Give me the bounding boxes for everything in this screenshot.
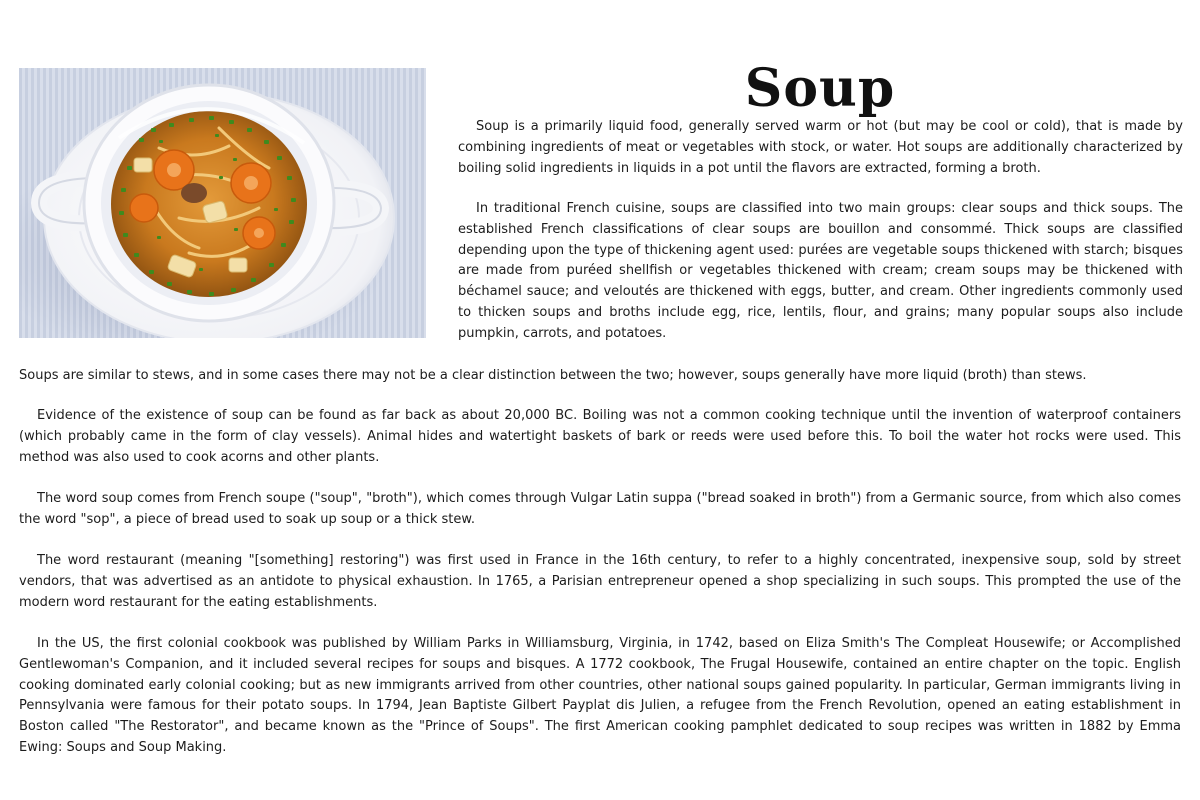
paragraph-restaurant: The word restaurant (meaning "[something] restoring") was first used in France in the 16th century, to refer to a highly concentrated, inexpensive soup, sold by street vendors, that was advertised as an antidote to physical exhaustion. In 1765, a Parisian entrepreneur opened a shop specializing in such soups. This prompted the use of the modern word restaurant for the eating establishments.: [19, 553, 1181, 610]
paragraph-etymology: The word soup comes from French soupe ("soup", "broth"), which comes through Vulgar Latin suppa ("bread soaked in broth") from a Germanic source, from which also comes the word "sop", a piece of bread used to soak up soup or a thick stew.: [19, 491, 1181, 527]
paragraph-history: Evidence of the existence of soup can be found as far back as about 20,000 BC. Boiling was not a common cooking technique until the invention of waterproof containers (which probably came in the form of clay vessels). Animal hides and watertight baskets of bark or reeds were used before this. To boil the water hot rocks were used. This method was also used to cook acorns and other plants.: [19, 408, 1181, 465]
soup-bowl-photo: [19, 68, 426, 338]
paragraph-us-history: In the US, the first colonial cookbook was published by William Parks in Williamsburg, Virginia, in 1742, based on Eliza Smith's The Compleat Housewife; or Accomplished Gentlewoman's Companion, and it included several recipes for soups and bisques. A 1772 cookbook, The Frugal Housewife, contained an entire chapter on the topic. English cooking dominated early colonial cooking; but as new immigrants arrived from other countries, other national soups gained popularity. In particular, German immigrants living in Pennsylvania were famous for their potato soups. In 1794, Jean Baptiste Gilbert Payplat dis Julien, a refugee from the French Revolution, opened an eating establishment in Boston called "The Restorator", and became known as the "Prince of Soups". The first American cooking pamphlet dedicated to soup recipes was written in 1882 by Emma Ewing: Soups and Soup Making.: [19, 636, 1181, 755]
paragraph-stews: Soups are similar to stews, and in some cases there may not be a clear distinction between the two; however, soups generally have more liquid (broth) than stews.: [19, 368, 1087, 383]
paragraph-intro: Soup is a primarily liquid food, generally served warm or hot (but may be cool or cold), that is made by combining ingredients of meat or vegetables with stock, or water. Hot soups are additionally characterized by boiling solid ingredients in liquids in a pot until the flavors are extracted, forming a broth.: [458, 119, 1183, 176]
page-title: Soup: [744, 57, 896, 119]
paragraph-french-cuisine: In traditional French cuisine, soups are classified into two main groups: clear soups and thick soups. The established French classifications of clear soups are bouillon and consommé. Thick soups are classified depending upon the type of thickening agent used: purées are vegetable soups thickened with starch; bisques are made from puréed shellfish or vegetables thickened with cream; cream soups may be thickened with béchamel sauce; and veloutés are thickened with eggs, butter, and cream. Other ingredients commonly used to thicken soups and broths include egg, rice, lentils, flour, and grains; many popular soups also include pumpkin, carrots, and potatoes.: [458, 201, 1183, 341]
